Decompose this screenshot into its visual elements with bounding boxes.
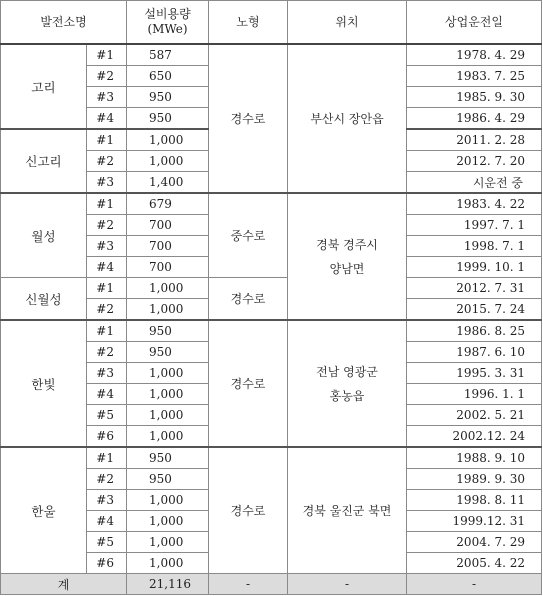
operation-date: 1978. 4. 29: [407, 44, 542, 66]
header-capacity-line2: (MWe): [147, 22, 188, 36]
unit-number: #3: [87, 87, 127, 108]
total-label: 계: [1, 574, 127, 595]
reactor-type-hanbit: 경수로: [209, 320, 288, 447]
unit-capacity: 1,400: [127, 172, 209, 194]
unit-number: #3: [87, 236, 127, 257]
unit-number: #2: [87, 342, 127, 363]
unit-capacity: 1,000: [127, 553, 209, 574]
total-date: -: [407, 574, 542, 595]
unit-capacity: 1,000: [127, 278, 209, 299]
unit-number: #3: [87, 172, 127, 194]
total-capacity: 21,116: [127, 574, 209, 595]
location-yeonggwang-line2: 홍농읍: [329, 388, 365, 403]
unit-capacity: 1,000: [127, 363, 209, 384]
reactor-type-shinwolsong: 경수로: [209, 278, 288, 321]
table-row: [1, 193, 542, 215]
location-gyeongju: [288, 193, 407, 320]
operation-date: 1988. 9. 10: [407, 447, 542, 469]
location-yeonggwang-line1: 전남 영광군: [316, 364, 378, 379]
operation-date: 1986. 8. 25: [407, 320, 542, 342]
plant-name-shinkori: 신고리: [1, 129, 87, 193]
unit-capacity: 587: [127, 44, 209, 66]
header-location: 위치: [288, 1, 407, 45]
operation-date: 1998. 8. 11: [407, 490, 542, 511]
operation-date: 2002. 5. 21: [407, 405, 542, 426]
operation-date: 2011. 2. 28: [407, 129, 542, 151]
unit-number: #5: [87, 532, 127, 553]
unit-number: #1: [87, 447, 127, 469]
header-operation-date: 상업운전일: [407, 1, 542, 45]
operation-date: 2004. 7. 29: [407, 532, 542, 553]
unit-capacity: 700: [127, 236, 209, 257]
operation-date: 2015. 7. 24: [407, 299, 542, 321]
unit-number: #1: [87, 129, 127, 151]
plant-name-wolsong: 월성: [1, 193, 87, 278]
unit-number: #2: [87, 469, 127, 490]
operation-date: 1983. 7. 25: [407, 66, 542, 87]
unit-capacity: 1,000: [127, 532, 209, 553]
unit-capacity: 1,000: [127, 299, 209, 321]
total-reactor-type: -: [209, 574, 288, 595]
unit-number: #1: [87, 278, 127, 299]
reactor-type-hanul: 경수로: [209, 447, 288, 574]
unit-capacity: 950: [127, 342, 209, 363]
unit-capacity: 950: [127, 447, 209, 469]
unit-number: #2: [87, 66, 127, 87]
unit-capacity: 1,000: [127, 490, 209, 511]
unit-number: #3: [87, 490, 127, 511]
unit-number: #4: [87, 257, 127, 278]
unit-number: #1: [87, 320, 127, 342]
unit-capacity: 1,000: [127, 426, 209, 448]
table-row: [1, 44, 542, 66]
unit-number: #6: [87, 426, 127, 448]
operation-date: 시운전 중: [407, 172, 542, 194]
location-uljin: 경북 울진군 북면: [288, 447, 407, 574]
location-busan: 부산시 장안읍: [288, 44, 407, 193]
unit-capacity: 1,000: [127, 405, 209, 426]
location-gyeongju-line1: 경북 경주시: [316, 237, 378, 252]
table-row: [1, 278, 542, 299]
operation-date: 1996. 1. 1: [407, 384, 542, 405]
unit-capacity: 1,000: [127, 511, 209, 532]
header-plant: 발전소명: [1, 1, 127, 45]
operation-date: 1983. 4. 22: [407, 193, 542, 215]
table-row: [1, 447, 542, 469]
unit-capacity: 1,000: [127, 384, 209, 405]
header-capacity-line1: 설비용량: [144, 7, 191, 21]
operation-date: 1999.12. 31: [407, 511, 542, 532]
reactor-type-kori: 경수로: [209, 44, 288, 193]
unit-capacity: 650: [127, 66, 209, 87]
location-yeonggwang: [288, 320, 407, 447]
total-location: -: [288, 574, 407, 595]
unit-number: #6: [87, 553, 127, 574]
reactor-type-wolsong: 중수로: [209, 193, 288, 278]
unit-capacity: 1,000: [127, 129, 209, 151]
header-reactor-type: 노형: [209, 1, 288, 45]
unit-capacity: 950: [127, 469, 209, 490]
unit-number: #4: [87, 384, 127, 405]
total-row: [1, 574, 542, 595]
operation-date: 1989. 9. 30: [407, 469, 542, 490]
header-capacity: [127, 1, 209, 45]
plant-name-hanul: 한울: [1, 447, 87, 574]
operation-date: 2002.12. 24: [407, 426, 542, 448]
unit-number: #1: [87, 44, 127, 66]
unit-capacity: 950: [127, 87, 209, 108]
unit-capacity: 700: [127, 215, 209, 236]
unit-number: #3: [87, 363, 127, 384]
plant-name-shinwolsong: 신월성: [1, 278, 87, 321]
unit-number: #1: [87, 193, 127, 215]
operation-date: 1985. 9. 30: [407, 87, 542, 108]
unit-number: #4: [87, 511, 127, 532]
plant-name-hanbit: 한빛: [1, 320, 87, 447]
operation-date: 1987. 6. 10: [407, 342, 542, 363]
unit-number: #5: [87, 405, 127, 426]
unit-number: #4: [87, 108, 127, 130]
unit-number: #2: [87, 299, 127, 321]
operation-date: 1995. 3. 31: [407, 363, 542, 384]
operation-date: 2005. 4. 22: [407, 553, 542, 574]
operation-date: 1998. 7. 1: [407, 236, 542, 257]
unit-number: #2: [87, 151, 127, 172]
unit-capacity: 679: [127, 193, 209, 215]
operation-date: 1986. 4. 29: [407, 108, 542, 130]
unit-capacity: 950: [127, 108, 209, 130]
unit-number: #2: [87, 215, 127, 236]
unit-capacity: 700: [127, 257, 209, 278]
table-row: [1, 320, 542, 342]
operation-date: 2012. 7. 31: [407, 278, 542, 299]
operation-date: 1999. 10. 1: [407, 257, 542, 278]
plant-name-kori: 고리: [1, 44, 87, 129]
location-gyeongju-line2: 양남면: [329, 261, 365, 276]
operation-date: 2012. 7. 20: [407, 151, 542, 172]
unit-capacity: 1,000: [127, 151, 209, 172]
operation-date: 1997. 7. 1: [407, 215, 542, 236]
header-row: [1, 1, 542, 45]
unit-capacity: 950: [127, 320, 209, 342]
